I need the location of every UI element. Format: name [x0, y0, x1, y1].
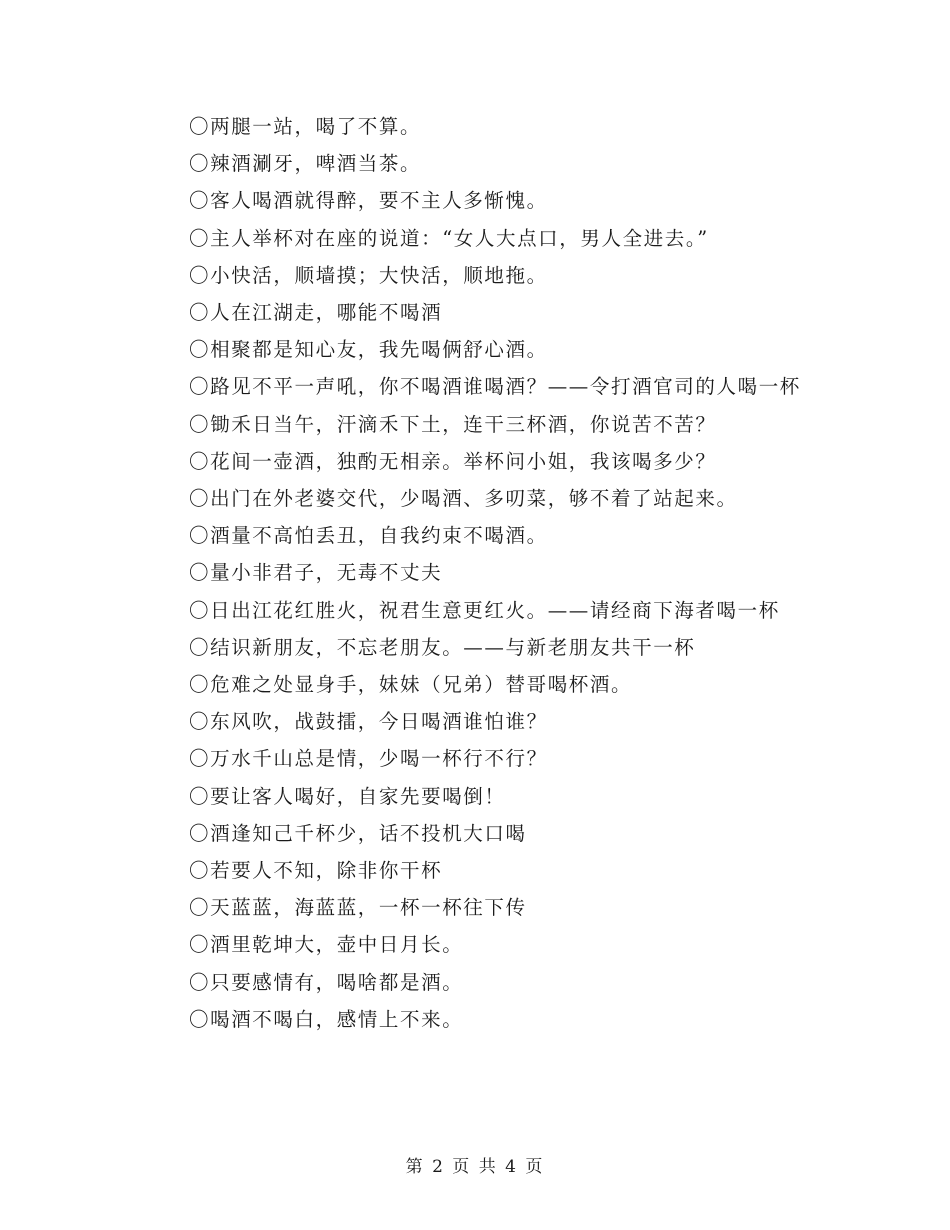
paragraph: 〇日出江花红胜火，祝君生意更红火。——请经商下海者喝一杯: [189, 598, 780, 622]
paragraph: 〇路见不平一声吼，你不喝酒谁喝酒？——令打酒官司的人喝一杯: [189, 375, 801, 399]
paragraph: 〇酒逢知己千杯少，话不投机大口喝: [189, 821, 527, 845]
paragraph: 〇主人举杯对在座的说道：“女人大点口，男人全进去。”: [189, 226, 709, 250]
paragraph: 〇万水千山总是情，少喝一杯行不行？: [189, 747, 548, 771]
paragraph: 〇小快活，顺墙摸；大快活，顺地拖。: [189, 263, 548, 287]
paragraph: 〇喝酒不喝白，感情上不来。: [189, 1007, 464, 1031]
paragraph: 〇相聚都是知心友，我先喝俩舒心酒。: [189, 338, 548, 362]
page-number-footer: 第 2 页 共 4 页: [405, 1157, 545, 1177]
paragraph: 〇人在江湖走，哪能不喝酒: [189, 301, 443, 325]
paragraph: 〇量小非君子，无毒不丈夫: [189, 561, 443, 585]
paragraph: 〇结识新朋友，不忘老朋友。——与新老朋友共干一杯: [189, 635, 696, 659]
paragraph: 〇危难之处显身手，妹妹（兄弟）替哥喝杯酒。: [189, 673, 633, 697]
paragraph: 〇东风吹，战鼓擂，今日喝酒谁怕谁？: [189, 710, 548, 734]
paragraph: 〇辣酒涮牙，啤酒当茶。: [189, 152, 422, 176]
paragraph: 〇客人喝酒就得醉，要不主人多惭愧。: [189, 189, 548, 213]
paragraph: 〇酒里乾坤大，壶中日月长。: [189, 933, 464, 957]
paragraph: 〇若要人不知，除非你干杯: [189, 859, 443, 883]
paragraph: 〇酒量不高怕丢丑，自我约束不喝酒。: [189, 524, 548, 548]
paragraph: 〇只要感情有，喝啥都是酒。: [189, 970, 464, 994]
document-body: [143, 108, 803, 1038]
paragraph: 〇要让客人喝好，自家先要喝倒！: [189, 784, 506, 808]
paragraph: 〇两腿一站，喝了不算。: [189, 115, 422, 138]
paragraph: 〇锄禾日当午，汗滴禾下土，连干三杯酒，你说苦不苦？: [189, 412, 717, 436]
paragraph: 〇花间一壶酒，独酌无相亲。举杯问小姐，我该喝多少？: [189, 449, 717, 473]
paragraph: 〇出门在外老婆交代，少喝酒、多叨菜，够不着了站起来。: [189, 487, 738, 511]
paragraph: 〇天蓝蓝，海蓝蓝，一杯一杯往下传: [189, 896, 527, 920]
